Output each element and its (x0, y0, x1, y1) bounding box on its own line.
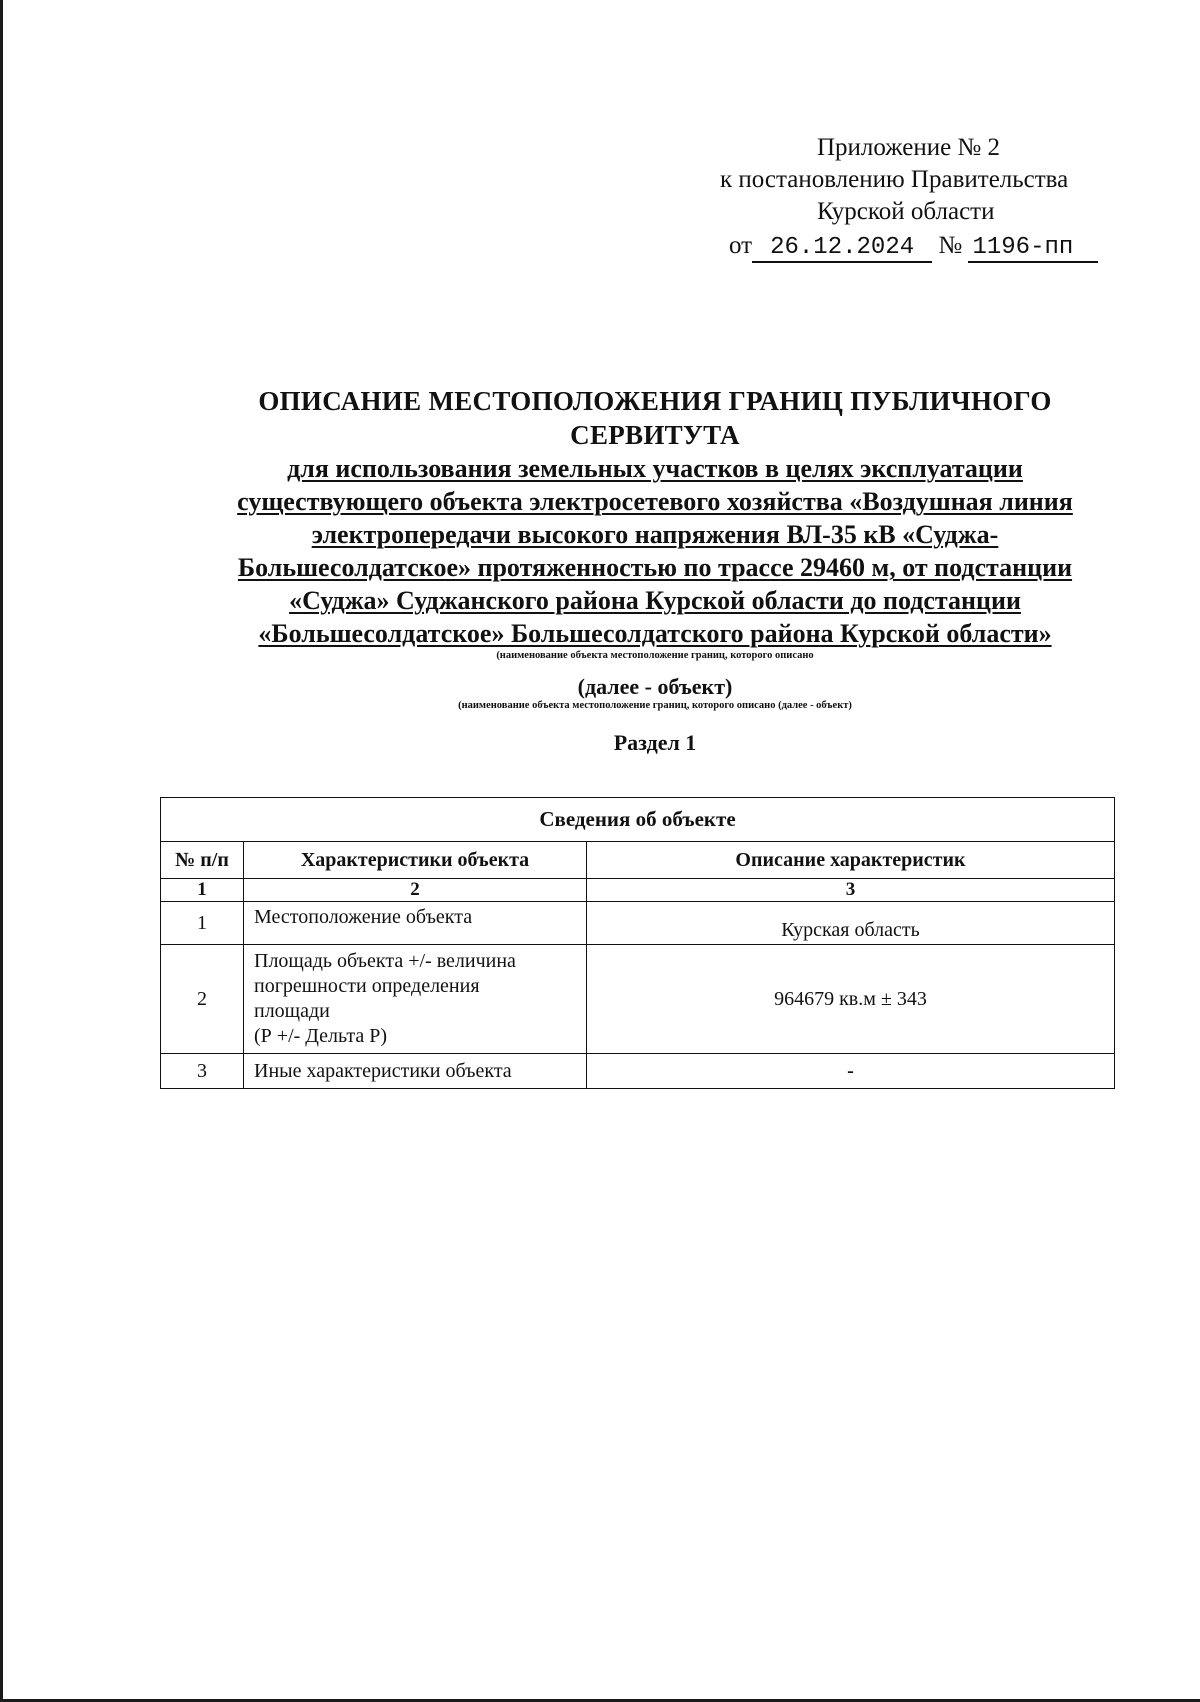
row-characteristic: Иные характеристики объекта (244, 1054, 587, 1089)
title-sub-line-2 (140, 485, 1170, 518)
row-characteristic (244, 945, 587, 1054)
title-sub-line-4 (140, 551, 1170, 584)
title-sub-text-3: электропередачи высокого напряжения ВЛ-35 кВ «Суджа- (311, 520, 999, 549)
title-sub-text-4: Большесолдатское» протяженностью по трассе 29460 м, от подстанции (237, 553, 1073, 582)
document-title-block (140, 384, 1170, 756)
table-row (161, 945, 1115, 1054)
characteristic-line: площади (254, 1000, 330, 1022)
row-description: - (587, 1054, 1115, 1089)
title-sub-text-6: «Большесолдатское» Большесолдатского района Курской области» (258, 619, 1052, 648)
row-description: 964679 кв.м ± 343 (587, 945, 1115, 1054)
title-sub-text-1: для использования земельных участков в целях эксплуатации (287, 454, 1023, 483)
column-number-row (161, 879, 1115, 902)
title-sub-line-6 (140, 617, 1170, 650)
table-caption-row (161, 798, 1115, 842)
characteristic-line: (Р +/- Дельта Р) (254, 1025, 388, 1047)
appendix-line-2: к постановлению Правительства (720, 166, 1069, 193)
appendix-reference (700, 132, 1120, 263)
table-row (161, 902, 1115, 945)
title-main-line-1: ОПИСАНИЕ МЕСТОПОЛОЖЕНИЯ ГРАНИЦ ПУБЛИЧНОГО (258, 386, 1052, 416)
appendix-date-number-line (700, 230, 1120, 263)
section-heading: Раздел 1 (613, 730, 697, 755)
column-number-1: 1 (161, 879, 244, 902)
title-sub-line-5 (140, 584, 1170, 617)
table-header-row (161, 842, 1115, 879)
row-characteristic: Местоположение объекта (244, 902, 587, 945)
title-sub-text-2: существующего объекта электросетевого хозяйства «Воздушная линия (237, 487, 1073, 516)
column-number-2: 2 (244, 879, 587, 902)
table-caption: Сведения об объекте (161, 798, 1115, 842)
object-info-table (160, 797, 1115, 1089)
object-name-caption-2: (наименование объекта местоположение границ, которого описано (далее - объект) (458, 700, 852, 711)
table-row (161, 1054, 1115, 1089)
appendix-line-3: Курской области (817, 198, 995, 225)
characteristic-line: погрешности определения (254, 975, 480, 997)
appendix-line-1: Приложение № 2 (817, 134, 1001, 161)
document-number: 1196-пп (968, 235, 1098, 263)
title-sub-line-1 (140, 452, 1170, 485)
object-name-caption: (наименование объекта местоположение границ, которого описано (496, 650, 814, 661)
document-date: 26.12.2024 (752, 235, 932, 263)
title-sub-text-5: «Суджа» Суджанского района Курской области до подстанции (289, 586, 1021, 615)
further-object-label: (далее - объект) (577, 674, 733, 699)
row-description: Курская область (587, 902, 1115, 945)
date-prefix: от (729, 232, 753, 259)
row-number: 1 (161, 902, 244, 945)
column-number-3: 3 (587, 879, 1115, 902)
characteristic-line: Площадь объекта +/- величина (254, 950, 516, 972)
number-prefix: № (938, 232, 963, 259)
page-left-edge (0, 0, 3, 1702)
header-characteristic: Характеристики объекта (244, 842, 587, 879)
row-number: 3 (161, 1054, 244, 1089)
title-sub-line-3 (140, 518, 1170, 551)
header-description: Описание характеристик (587, 842, 1115, 879)
title-main-line-2: СЕРВИТУТА (570, 420, 740, 450)
header-number: № п/п (161, 842, 244, 879)
row-number: 2 (161, 945, 244, 1054)
